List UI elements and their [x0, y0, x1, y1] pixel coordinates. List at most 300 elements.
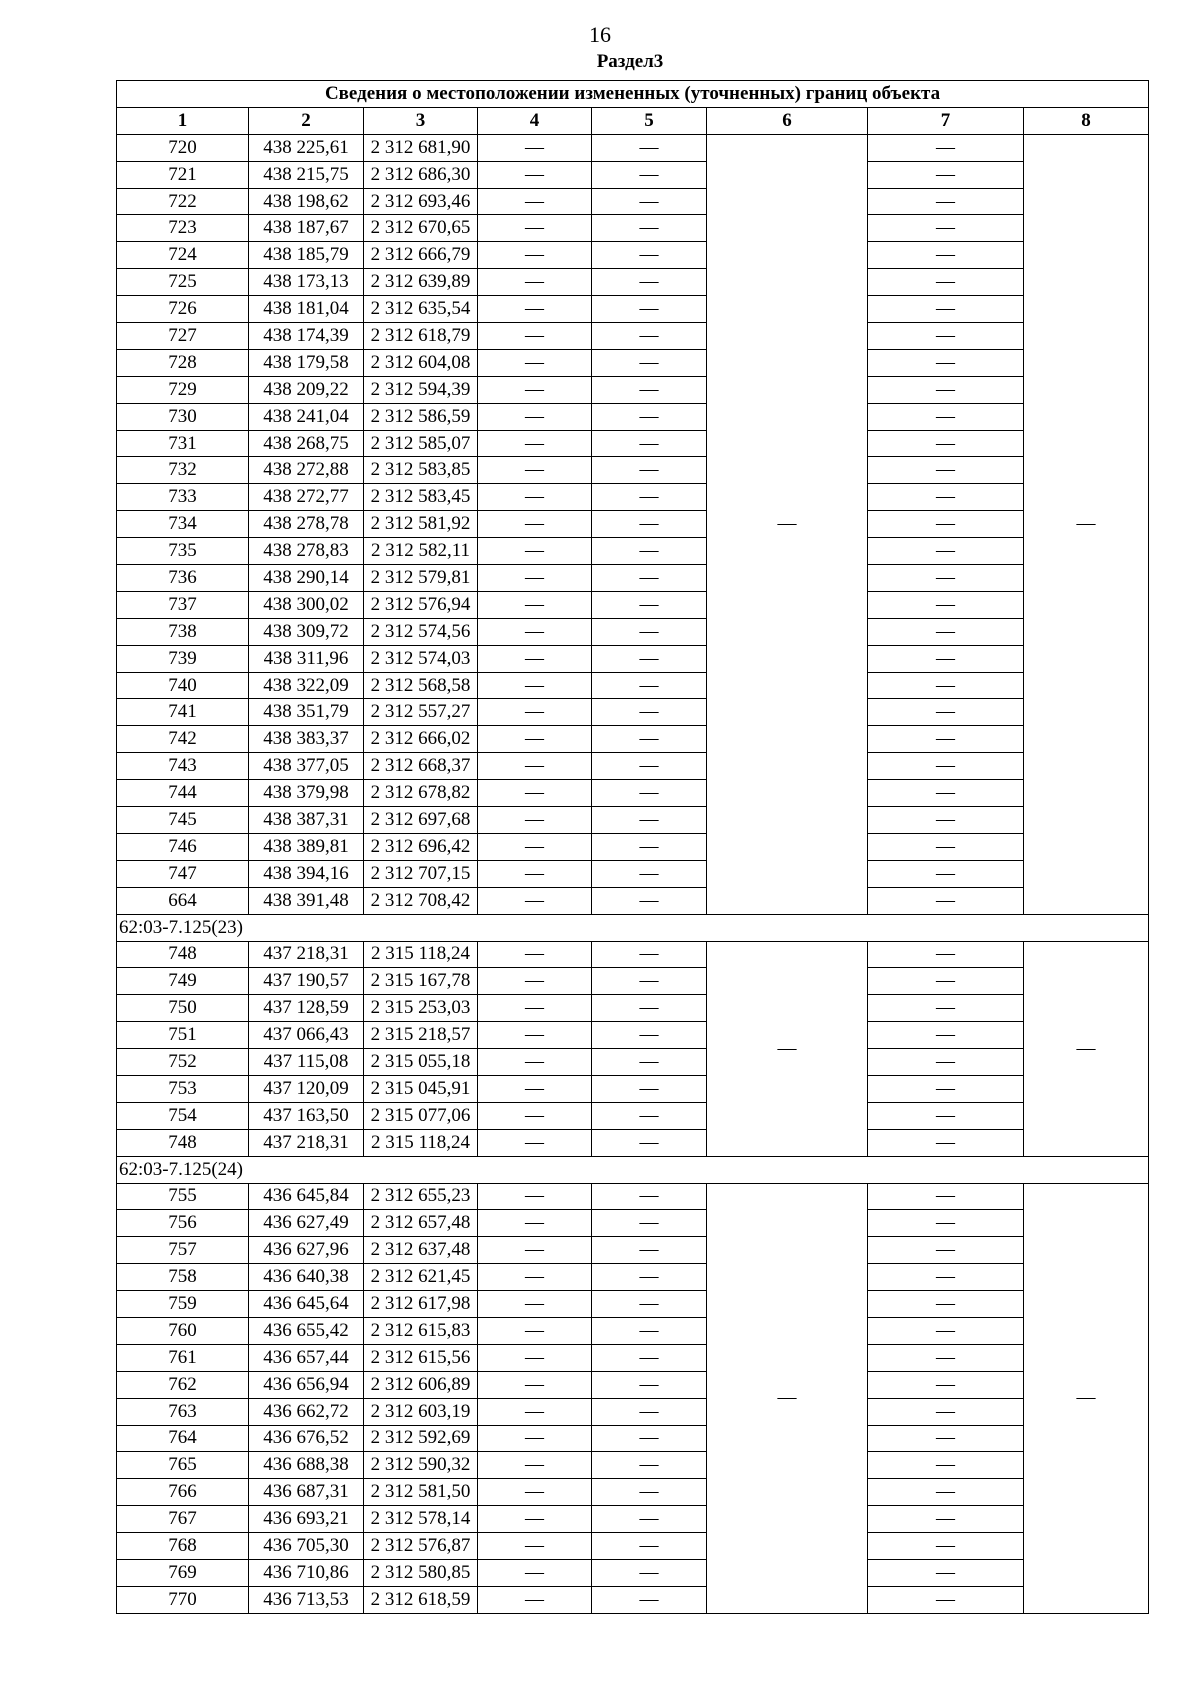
point-number-cell: 769: [117, 1559, 249, 1586]
point-number-cell: 733: [117, 484, 249, 511]
table-row: [117, 780, 1149, 807]
point-number-cell: 727: [117, 323, 249, 350]
x-coordinate-cell: 436 645,64: [249, 1291, 364, 1318]
point-number-cell: 757: [117, 1237, 249, 1264]
x-coordinate-cell: 438 377,05: [249, 753, 364, 780]
table-row: [117, 726, 1149, 753]
x-coordinate-cell: 438 383,37: [249, 726, 364, 753]
col5-dash-cell: —: [592, 242, 707, 269]
col4-dash-cell: —: [478, 887, 592, 914]
x-coordinate-cell: 438 215,75: [249, 161, 364, 188]
col7-dash-cell: —: [868, 1559, 1024, 1586]
col4-dash-cell: —: [478, 484, 592, 511]
col4-dash-cell: —: [478, 1479, 592, 1506]
col5-dash-cell: —: [592, 1102, 707, 1129]
col5-dash-cell: —: [592, 780, 707, 807]
x-coordinate-cell: 438 300,02: [249, 591, 364, 618]
col7-dash-cell: —: [868, 296, 1024, 323]
point-number-cell: 740: [117, 672, 249, 699]
x-coordinate-cell: 437 190,57: [249, 968, 364, 995]
table-row: [117, 1237, 1149, 1264]
col7-dash-cell: —: [868, 726, 1024, 753]
table-row: [117, 887, 1149, 914]
col7-dash-cell: —: [868, 941, 1024, 968]
col4-dash-cell: —: [478, 1533, 592, 1560]
table-row: [117, 941, 1149, 968]
x-coordinate-cell: 438 394,16: [249, 860, 364, 887]
table-row: [117, 1022, 1149, 1049]
column-number-1: 1: [117, 107, 249, 134]
x-coordinate-cell: 436 627,96: [249, 1237, 364, 1264]
y-coordinate-cell: 2 312 586,59: [364, 403, 478, 430]
col5-dash-cell: —: [592, 618, 707, 645]
col7-dash-cell: —: [868, 995, 1024, 1022]
x-coordinate-cell: 436 627,49: [249, 1210, 364, 1237]
table-row: [117, 242, 1149, 269]
col4-dash-cell: —: [478, 1506, 592, 1533]
table-row: [117, 323, 1149, 350]
col7-dash-cell: —: [868, 1264, 1024, 1291]
table-caption: Сведения о местоположении измененных (уточненных) границ объекта: [117, 81, 1149, 108]
y-coordinate-cell: 2 312 615,83: [364, 1317, 478, 1344]
y-coordinate-cell: 2 312 635,54: [364, 296, 478, 323]
col5-dash-cell: —: [592, 995, 707, 1022]
point-number-cell: 738: [117, 618, 249, 645]
x-coordinate-cell: 438 209,22: [249, 376, 364, 403]
col7-dash-cell: —: [868, 1183, 1024, 1210]
y-coordinate-cell: 2 312 574,03: [364, 645, 478, 672]
col5-dash-cell: —: [592, 538, 707, 565]
point-number-cell: 768: [117, 1533, 249, 1560]
point-number-cell: 752: [117, 1049, 249, 1076]
x-coordinate-cell: 438 290,14: [249, 565, 364, 592]
section-title: Раздел3: [596, 51, 664, 72]
y-coordinate-cell: 2 312 678,82: [364, 780, 478, 807]
x-coordinate-cell: 438 379,98: [249, 780, 364, 807]
y-coordinate-cell: 2 312 603,19: [364, 1398, 478, 1425]
table-row: [117, 457, 1149, 484]
col4-dash-cell: —: [478, 1452, 592, 1479]
y-coordinate-cell: 2 312 666,02: [364, 726, 478, 753]
table-row: [117, 699, 1149, 726]
col5-dash-cell: —: [592, 511, 707, 538]
point-number-cell: 764: [117, 1425, 249, 1452]
table-row: [117, 807, 1149, 834]
x-coordinate-cell: 438 179,58: [249, 349, 364, 376]
x-coordinate-cell: 438 351,79: [249, 699, 364, 726]
col4-dash-cell: —: [478, 1049, 592, 1076]
y-coordinate-cell: 2 312 582,11: [364, 538, 478, 565]
point-number-cell: 730: [117, 403, 249, 430]
y-coordinate-cell: 2 312 693,46: [364, 188, 478, 215]
col8-merged-dash-cell: —: [1024, 1183, 1149, 1613]
col4-dash-cell: —: [478, 134, 592, 161]
group-label: 62:03-7.125(24): [117, 1156, 1149, 1183]
x-coordinate-cell: 437 218,31: [249, 1129, 364, 1156]
col4-dash-cell: —: [478, 807, 592, 834]
table-row: [117, 349, 1149, 376]
col5-dash-cell: —: [592, 1344, 707, 1371]
col4-dash-cell: —: [478, 1075, 592, 1102]
col5-dash-cell: —: [592, 1049, 707, 1076]
col4-dash-cell: —: [478, 457, 592, 484]
y-coordinate-cell: 2 312 579,81: [364, 565, 478, 592]
point-number-cell: 765: [117, 1452, 249, 1479]
x-coordinate-cell: 438 278,78: [249, 511, 364, 538]
col7-dash-cell: —: [868, 1129, 1024, 1156]
col4-dash-cell: —: [478, 1398, 592, 1425]
col4-dash-cell: —: [478, 1559, 592, 1586]
col7-dash-cell: —: [868, 134, 1024, 161]
col7-dash-cell: —: [868, 430, 1024, 457]
col7-dash-cell: —: [868, 1452, 1024, 1479]
col7-dash-cell: —: [868, 1344, 1024, 1371]
col5-dash-cell: —: [592, 1479, 707, 1506]
table-row: [117, 296, 1149, 323]
table-row: [117, 538, 1149, 565]
table-row: [117, 1533, 1149, 1560]
y-coordinate-cell: 2 315 253,03: [364, 995, 478, 1022]
col5-dash-cell: —: [592, 1210, 707, 1237]
table-row: [117, 1183, 1149, 1210]
point-number-cell: 748: [117, 1129, 249, 1156]
x-coordinate-cell: 437 163,50: [249, 1102, 364, 1129]
col7-dash-cell: —: [868, 1210, 1024, 1237]
x-coordinate-cell: 436 645,84: [249, 1183, 364, 1210]
point-number-cell: 735: [117, 538, 249, 565]
col5-dash-cell: —: [592, 1264, 707, 1291]
point-number-cell: 754: [117, 1102, 249, 1129]
table-row: [117, 591, 1149, 618]
point-number-cell: 721: [117, 161, 249, 188]
y-coordinate-cell: 2 315 118,24: [364, 1129, 478, 1156]
y-coordinate-cell: 2 315 045,91: [364, 1075, 478, 1102]
col4-dash-cell: —: [478, 1022, 592, 1049]
y-coordinate-cell: 2 312 557,27: [364, 699, 478, 726]
col5-dash-cell: —: [592, 1506, 707, 1533]
col4-dash-cell: —: [478, 403, 592, 430]
y-coordinate-cell: 2 312 581,50: [364, 1479, 478, 1506]
x-coordinate-cell: 437 120,09: [249, 1075, 364, 1102]
col4-dash-cell: —: [478, 349, 592, 376]
point-number-cell: 755: [117, 1183, 249, 1210]
x-coordinate-cell: 438 387,31: [249, 807, 364, 834]
point-number-cell: 734: [117, 511, 249, 538]
x-coordinate-cell: 438 173,13: [249, 269, 364, 296]
col7-dash-cell: —: [868, 1371, 1024, 1398]
point-number-cell: 742: [117, 726, 249, 753]
col7-dash-cell: —: [868, 538, 1024, 565]
col4-dash-cell: —: [478, 726, 592, 753]
table-row: [117, 1264, 1149, 1291]
table-row: [117, 1049, 1149, 1076]
y-coordinate-cell: 2 312 592,69: [364, 1425, 478, 1452]
col7-dash-cell: —: [868, 860, 1024, 887]
col5-dash-cell: —: [592, 1129, 707, 1156]
col4-dash-cell: —: [478, 1344, 592, 1371]
col4-dash-cell: —: [478, 376, 592, 403]
point-number-cell: 753: [117, 1075, 249, 1102]
x-coordinate-cell: 436 693,21: [249, 1506, 364, 1533]
table-row: [117, 484, 1149, 511]
x-coordinate-cell: 437 128,59: [249, 995, 364, 1022]
x-coordinate-cell: 438 187,67: [249, 215, 364, 242]
table-row: [117, 1129, 1149, 1156]
col5-dash-cell: —: [592, 430, 707, 457]
col4-dash-cell: —: [478, 995, 592, 1022]
col7-dash-cell: —: [868, 161, 1024, 188]
x-coordinate-cell: 438 309,72: [249, 618, 364, 645]
y-coordinate-cell: 2 312 615,56: [364, 1344, 478, 1371]
col5-dash-cell: —: [592, 699, 707, 726]
col7-dash-cell: —: [868, 1291, 1024, 1318]
y-coordinate-cell: 2 312 639,89: [364, 269, 478, 296]
col5-dash-cell: —: [592, 1237, 707, 1264]
point-number-cell: 739: [117, 645, 249, 672]
col4-dash-cell: —: [478, 672, 592, 699]
x-coordinate-cell: 436 656,94: [249, 1371, 364, 1398]
point-number-cell: 759: [117, 1291, 249, 1318]
table-row: [117, 1559, 1149, 1586]
col7-dash-cell: —: [868, 618, 1024, 645]
col4-dash-cell: —: [478, 753, 592, 780]
table-row: [117, 1425, 1149, 1452]
table-row: [117, 511, 1149, 538]
col5-dash-cell: —: [592, 1291, 707, 1318]
y-coordinate-cell: 2 315 077,06: [364, 1102, 478, 1129]
point-number-cell: 744: [117, 780, 249, 807]
point-number-cell: 732: [117, 457, 249, 484]
col5-dash-cell: —: [592, 726, 707, 753]
y-coordinate-cell: 2 312 618,79: [364, 323, 478, 350]
y-coordinate-cell: 2 312 681,90: [364, 134, 478, 161]
col5-dash-cell: —: [592, 1452, 707, 1479]
y-coordinate-cell: 2 315 218,57: [364, 1022, 478, 1049]
x-coordinate-cell: 438 174,39: [249, 323, 364, 350]
x-coordinate-cell: 438 198,62: [249, 188, 364, 215]
y-coordinate-cell: 2 312 657,48: [364, 1210, 478, 1237]
col7-dash-cell: —: [868, 188, 1024, 215]
table-row: [117, 645, 1149, 672]
point-number-cell: 723: [117, 215, 249, 242]
y-coordinate-cell: 2 312 580,85: [364, 1559, 478, 1586]
col7-dash-cell: —: [868, 323, 1024, 350]
x-coordinate-cell: 436 676,52: [249, 1425, 364, 1452]
table-row: [117, 860, 1149, 887]
point-number-cell: 737: [117, 591, 249, 618]
col4-dash-cell: —: [478, 1291, 592, 1318]
col7-dash-cell: —: [868, 968, 1024, 995]
col5-dash-cell: —: [592, 1559, 707, 1586]
group-header-row: [117, 914, 1149, 941]
x-coordinate-cell: 438 272,88: [249, 457, 364, 484]
point-number-cell: 728: [117, 349, 249, 376]
col5-dash-cell: —: [592, 833, 707, 860]
point-number-cell: 763: [117, 1398, 249, 1425]
col4-dash-cell: —: [478, 1586, 592, 1613]
col7-dash-cell: —: [868, 511, 1024, 538]
col4-dash-cell: —: [478, 511, 592, 538]
col4-dash-cell: —: [478, 538, 592, 565]
col7-dash-cell: —: [868, 1049, 1024, 1076]
point-number-cell: 726: [117, 296, 249, 323]
col5-dash-cell: —: [592, 349, 707, 376]
table-row: [117, 430, 1149, 457]
x-coordinate-cell: 438 181,04: [249, 296, 364, 323]
point-number-cell: 750: [117, 995, 249, 1022]
y-coordinate-cell: 2 312 604,08: [364, 349, 478, 376]
col7-dash-cell: —: [868, 1075, 1024, 1102]
point-number-cell: 745: [117, 807, 249, 834]
y-coordinate-cell: 2 312 618,59: [364, 1586, 478, 1613]
col4-dash-cell: —: [478, 860, 592, 887]
x-coordinate-cell: 438 311,96: [249, 645, 364, 672]
group-header-row: [117, 1156, 1149, 1183]
y-coordinate-cell: 2 312 617,98: [364, 1291, 478, 1318]
col4-dash-cell: —: [478, 1102, 592, 1129]
table-row: [117, 215, 1149, 242]
x-coordinate-cell: 438 272,77: [249, 484, 364, 511]
y-coordinate-cell: 2 312 590,32: [364, 1452, 478, 1479]
col5-dash-cell: —: [592, 807, 707, 834]
col5-dash-cell: —: [592, 968, 707, 995]
col5-dash-cell: —: [592, 134, 707, 161]
y-coordinate-cell: 2 312 581,92: [364, 511, 478, 538]
group-label: 62:03-7.125(23): [117, 914, 1149, 941]
col4-dash-cell: —: [478, 1264, 592, 1291]
col5-dash-cell: —: [592, 1371, 707, 1398]
y-coordinate-cell: 2 312 668,37: [364, 753, 478, 780]
col8-merged-dash-cell: —: [1024, 941, 1149, 1156]
y-coordinate-cell: 2 312 655,23: [364, 1183, 478, 1210]
x-coordinate-cell: 438 241,04: [249, 403, 364, 430]
point-number-cell: 751: [117, 1022, 249, 1049]
col5-dash-cell: —: [592, 457, 707, 484]
col5-dash-cell: —: [592, 1317, 707, 1344]
col5-dash-cell: —: [592, 323, 707, 350]
column-number-6: 6: [707, 107, 868, 134]
point-number-cell: 748: [117, 941, 249, 968]
col7-dash-cell: —: [868, 807, 1024, 834]
col5-dash-cell: —: [592, 1533, 707, 1560]
table-row: [117, 968, 1149, 995]
col5-dash-cell: —: [592, 860, 707, 887]
col7-dash-cell: —: [868, 887, 1024, 914]
column-number-5: 5: [592, 107, 707, 134]
point-number-cell: 746: [117, 833, 249, 860]
col7-dash-cell: —: [868, 753, 1024, 780]
col4-dash-cell: —: [478, 565, 592, 592]
y-coordinate-cell: 2 312 621,45: [364, 1264, 478, 1291]
table-row: [117, 161, 1149, 188]
table-row: [117, 1371, 1149, 1398]
y-coordinate-cell: 2 312 708,42: [364, 887, 478, 914]
col4-dash-cell: —: [478, 296, 592, 323]
x-coordinate-cell: 436 710,86: [249, 1559, 364, 1586]
col5-dash-cell: —: [592, 215, 707, 242]
col7-dash-cell: —: [868, 1425, 1024, 1452]
y-coordinate-cell: 2 315 118,24: [364, 941, 478, 968]
table-row: [117, 618, 1149, 645]
col4-dash-cell: —: [478, 591, 592, 618]
table-row: [117, 188, 1149, 215]
col4-dash-cell: —: [478, 242, 592, 269]
col6-merged-dash-cell: —: [707, 941, 868, 1156]
col5-dash-cell: —: [592, 296, 707, 323]
table-row: [117, 1586, 1149, 1613]
point-number-cell: 724: [117, 242, 249, 269]
y-coordinate-cell: 2 312 666,79: [364, 242, 478, 269]
col5-dash-cell: —: [592, 1075, 707, 1102]
y-coordinate-cell: 2 312 594,39: [364, 376, 478, 403]
col6-merged-dash-cell: —: [707, 1183, 868, 1613]
col7-dash-cell: —: [868, 403, 1024, 430]
col5-dash-cell: —: [592, 591, 707, 618]
col4-dash-cell: —: [478, 269, 592, 296]
col5-dash-cell: —: [592, 403, 707, 430]
point-number-cell: 720: [117, 134, 249, 161]
point-number-cell: 760: [117, 1317, 249, 1344]
col7-dash-cell: —: [868, 376, 1024, 403]
point-number-cell: 736: [117, 565, 249, 592]
table-row: [117, 1291, 1149, 1318]
col5-dash-cell: —: [592, 161, 707, 188]
col4-dash-cell: —: [478, 1210, 592, 1237]
y-coordinate-cell: 2 312 686,30: [364, 161, 478, 188]
y-coordinate-cell: 2 315 055,18: [364, 1049, 478, 1076]
col7-dash-cell: —: [868, 1102, 1024, 1129]
col7-dash-cell: —: [868, 1506, 1024, 1533]
col7-dash-cell: —: [868, 780, 1024, 807]
col7-dash-cell: —: [868, 833, 1024, 860]
y-coordinate-cell: 2 312 696,42: [364, 833, 478, 860]
y-coordinate-cell: 2 312 583,85: [364, 457, 478, 484]
page-number: 16: [589, 22, 611, 47]
col5-dash-cell: —: [592, 1398, 707, 1425]
col5-dash-cell: —: [592, 269, 707, 296]
col7-dash-cell: —: [868, 672, 1024, 699]
boundary-coordinates-table: [116, 80, 1149, 1614]
col8-merged-dash-cell: —: [1024, 134, 1149, 914]
col5-dash-cell: —: [592, 1183, 707, 1210]
col4-dash-cell: —: [478, 699, 592, 726]
table-row: [117, 1452, 1149, 1479]
column-number-row: [117, 107, 1149, 134]
col7-dash-cell: —: [868, 349, 1024, 376]
table-row: [117, 403, 1149, 430]
point-number-cell: 749: [117, 968, 249, 995]
point-number-cell: 761: [117, 1344, 249, 1371]
x-coordinate-cell: 436 662,72: [249, 1398, 364, 1425]
table-row: [117, 1506, 1149, 1533]
table-row: [117, 1102, 1149, 1129]
col5-dash-cell: —: [592, 645, 707, 672]
point-number-cell: 767: [117, 1506, 249, 1533]
point-number-cell: 756: [117, 1210, 249, 1237]
y-coordinate-cell: 2 312 697,68: [364, 807, 478, 834]
col7-dash-cell: —: [868, 484, 1024, 511]
col7-dash-cell: —: [868, 215, 1024, 242]
x-coordinate-cell: 436 688,38: [249, 1452, 364, 1479]
point-number-cell: 766: [117, 1479, 249, 1506]
col7-dash-cell: —: [868, 1398, 1024, 1425]
col7-dash-cell: —: [868, 699, 1024, 726]
x-coordinate-cell: 436 713,53: [249, 1586, 364, 1613]
x-coordinate-cell: 437 115,08: [249, 1049, 364, 1076]
col4-dash-cell: —: [478, 645, 592, 672]
y-coordinate-cell: 2 312 670,65: [364, 215, 478, 242]
x-coordinate-cell: 438 322,09: [249, 672, 364, 699]
